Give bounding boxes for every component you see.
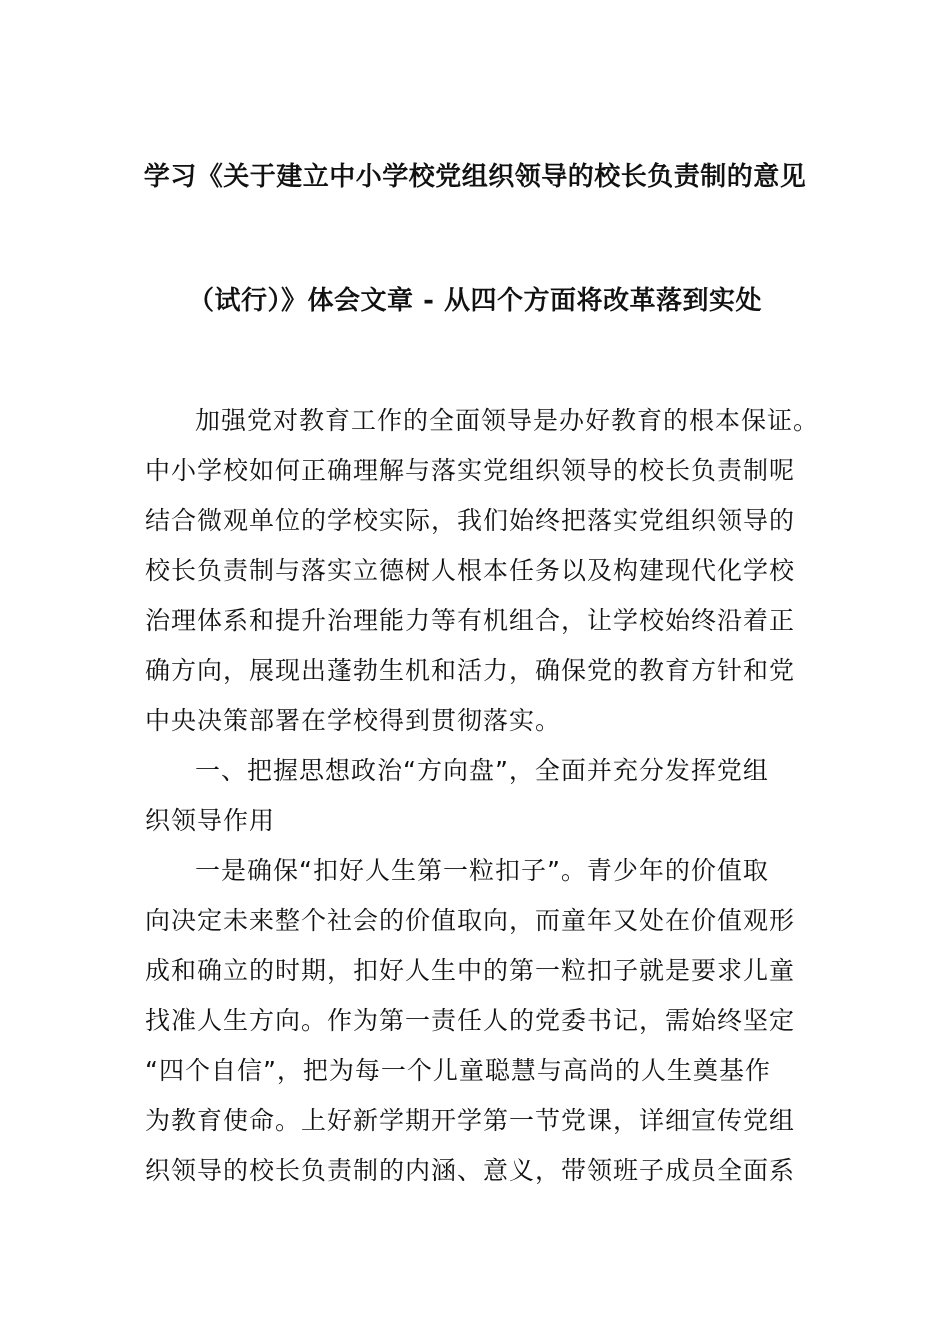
document-title-line-1: 学习《关于建立中小学校党组织领导的校长负责制的意见 <box>143 162 807 192</box>
body-line: 治理体系和提升治理能力等有机组合，让学校始终沿着正 <box>145 606 796 635</box>
body-line: 向决定未来整个社会的价值取向，而童年又处在价值观形 <box>145 906 796 935</box>
body-line: 中小学校如何正确理解与落实党组织领导的校长负责制呢 <box>145 456 796 485</box>
body-line: “四个自信”，把为每一个儿童聪慧与高尚的人生奠基作 <box>145 1056 771 1085</box>
body-line: 中央决策部署在学校得到贯彻落实。 <box>145 706 562 735</box>
body-line: 为教育使命。上好新学期开学第一节党课，详细宣传党组 <box>145 1106 796 1135</box>
body-line: 成和确立的时期，扣好人生中的第一粒扣子就是要求儿童 <box>145 956 796 985</box>
body-line: 加强党对教育工作的全面领导是办好教育的根本保证。 <box>195 406 820 435</box>
body-line: 结合微观单位的学校实际，我们始终把落实党组织领导的 <box>145 506 796 535</box>
body-line: 织领导的校长负责制的内涵、意义，带领班子成员全面系 <box>145 1156 796 1185</box>
document-title-line-2: （试行）》体会文章 - 从四个方面将改革落到实处 <box>188 286 762 316</box>
section-heading-line: 织领导作用 <box>145 806 276 835</box>
section-heading-line: 一、把握思想政治“方向盘”，全面并充分发挥党组 <box>195 756 769 785</box>
body-line: 找准人生方向。作为第一责任人的党委书记，需始终坚定 <box>145 1006 796 1035</box>
body-line: 校长负责制与落实立德树人根本任务以及构建现代化学校 <box>145 556 796 585</box>
body-line: 一是确保“扣好人生第一粒扣子”。青少年的价值取 <box>195 856 769 885</box>
body-line: 确方向，展现出蓬勃生机和活力，确保党的教育方针和党 <box>145 656 796 685</box>
